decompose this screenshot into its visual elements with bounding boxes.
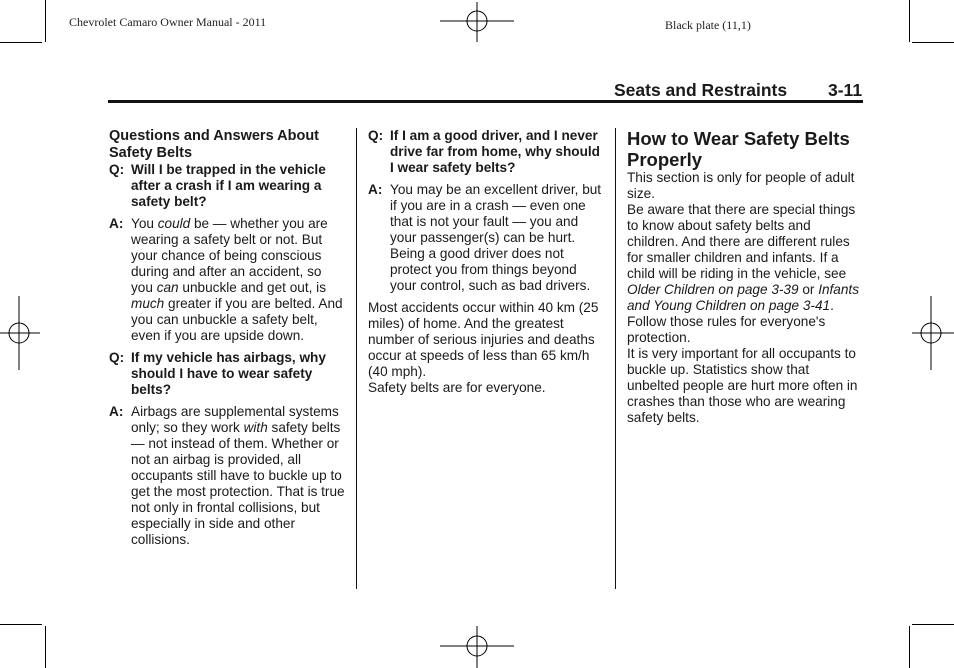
crop-mark [912,624,954,625]
plate-label: Black plate (11,1) [665,18,751,32]
answer-label: A: [109,404,124,419]
crop-mark [909,626,910,668]
question-label: Q: [109,350,125,365]
answer [368,182,602,294]
document-title: Chevrolet Camaro Owner Manual - 2011 [69,15,267,29]
question-text: If I am a good driver, and I never drive far from home, why should I wear safety belts? [390,128,600,175]
crop-mark [912,42,954,43]
emphasis: could [157,216,191,231]
section-heading: How to Wear Safety Belts Properly [627,128,850,170]
qa-heading: Questions and Answers About Safety Belts [109,128,320,161]
crop-mark [909,0,910,42]
crop-mark [45,0,46,42]
paragraph: This section is only for people of adult size. [627,170,855,201]
column-1 [109,128,345,554]
column-divider [615,128,616,589]
paragraph: Be aware that there are special things to know about safety belts and children. And there are different rules for smaller children and infants. If a child will be riding in the vehicle, see Older Children on page 3-39 or Infants and Young Children on page 3-41. Follow those rules for everyone's protection. [627,202,859,345]
registration-mark-icon [0,296,40,370]
registration-mark-icon [440,2,514,42]
emphasis: can [156,280,179,295]
answer [109,216,345,344]
question [109,162,345,210]
answer-text: You may be an excellent driver, but if you are in a crash — even one that is not your fault — you and your passenger(s) can be hurt. Being a good driver does not protect you from things beyond your control, such as bad drivers. [390,182,602,293]
answer-paragraph: Safety belts are for everyone. [368,380,546,395]
paragraph: It is very important for all occupants to buckle up. Statistics show that unbelted people are hurt more often in crashes than those who are wearing safety belts. [627,346,858,425]
question-label: Q: [109,162,125,177]
crop-mark [45,626,46,668]
answer-paragraph: Most accidents occur within 40 km (25 miles) of home. And the greatest number of serious injuries and deaths occur at speeds of less than 65 km/h (40 mph). [368,300,599,379]
answer-text: You could be — whether you are wearing a safety belt or not. But your chance of being conscious during and after an accident, so you can unbuckle and get out, is much greater if you are belted. And you can unbuckle a safety belt, even if you are upside down. [131,216,343,343]
column-2 [368,128,602,396]
emphasis: with [243,420,268,435]
question-text: Will I be trapped in the vehicle after a crash if I am wearing a safety belt? [131,162,326,209]
header-rule [108,100,863,103]
answer-text: Airbags are supplemental systems only; so they work with safety belts — not instead of them. Whether or not an airbag is provided, all occupants still have to buckle up to get the most protection. That is true not only in frontal collisions, but especially in side and other collisions. [131,404,345,547]
registration-mark-icon [440,626,514,668]
answer-label: A: [368,182,383,197]
answer [109,404,345,548]
emphasis: much [131,296,165,311]
section-title: Seats and Restraints [614,80,788,100]
cross-reference-link[interactable]: Older Children on page 3-39 [627,282,799,297]
page-number: 3-11 [828,80,863,100]
question-label: Q: [368,128,384,143]
column-divider [356,128,357,589]
question [368,128,602,176]
answer-label: A: [109,216,124,231]
question [109,350,345,398]
crop-mark [0,42,42,43]
registration-mark-icon [912,296,954,370]
cross-reference-link[interactable]: Infants and Young Children on page 3-41 [627,282,859,313]
column-3 [627,128,863,426]
crop-mark [0,624,42,625]
question-text: If my vehicle has airbags, why should I have to wear safety belts? [131,350,326,397]
